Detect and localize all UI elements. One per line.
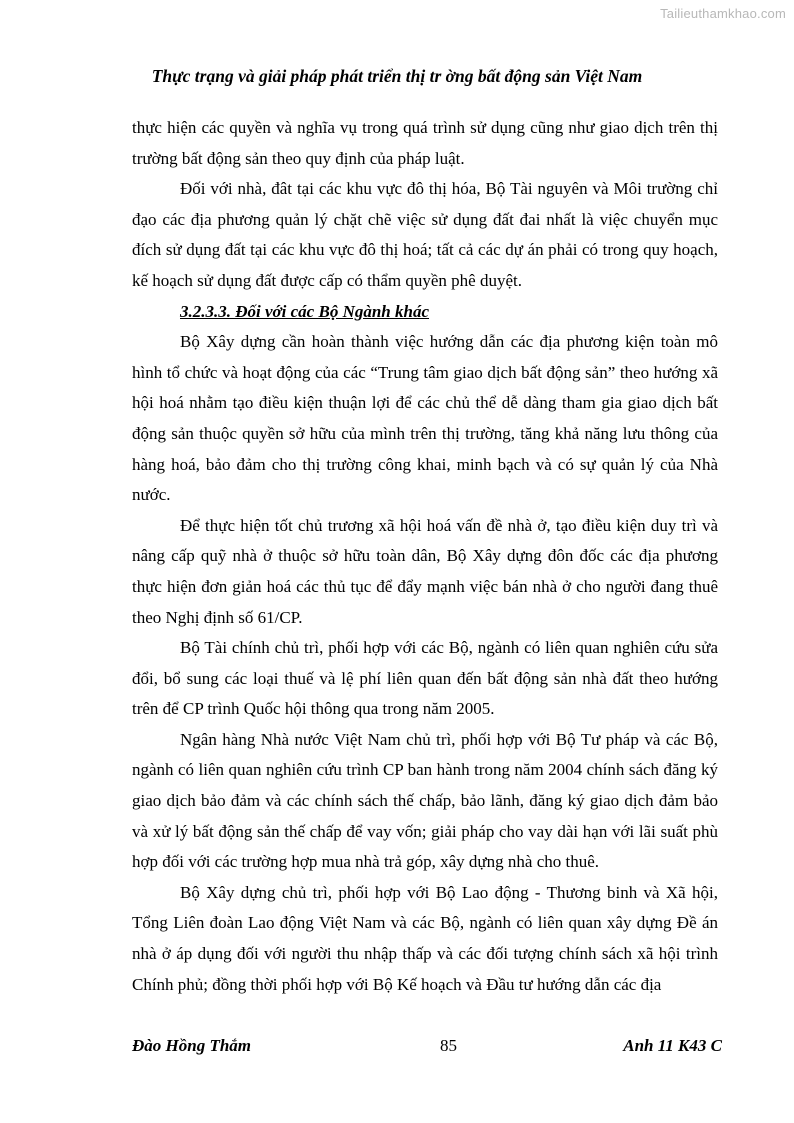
- footer-author: Đào Hồng Thắm: [132, 1036, 252, 1055]
- running-header-title: Thực trạng và giải pháp phát triển thị tr ờng bất động sản Việt Nam: [151, 66, 643, 86]
- paragraph: Để thực hiện tốt chủ trương xã hội hoá vấn đề nhà ở, tạo điều kiện duy trì và nâng cấp quỹ nhà ở thuộc sở hữu toàn dân, Bộ Xây dựng đôn đốc các địa phương thực hiện đơn giản hoá các thủ tục để đẩy mạnh việc bán nhà ở cho người đang thuê theo Nghị định số 61/CP.: [132, 515, 718, 627]
- watermark-text: Tailieuthamkhao.com: [660, 6, 786, 21]
- footer-class-code: Anh 11 K43 C: [623, 1036, 722, 1055]
- paragraph: Bộ Xây dựng cần hoàn thành việc hướng dẫn các địa phương kiện toàn mô hình tổ chức và hoạt động của các “Trung tâm giao dịch bất động sản” theo hướng xã hội hoá nhằm tạo điều kiện thuận lợi để các chủ thể dễ dàng tham gia giao dịch bất động sản thuộc quyền sở hữu của mình trên thị trường, tăng khả năng lưu thông của hàng hoá, bảo đảm cho thị trường công khai, minh bạch và có sự quản lý của Nhà nước.: [132, 332, 718, 505]
- page-body: [132, 113, 718, 1000]
- page-footer: [132, 1036, 722, 1058]
- paragraph: Bộ Xây dựng chủ trì, phối hợp với Bộ Lao động - Thương binh và Xã hội, Tổng Liên đoàn Lao động Việt Nam và các Bộ, ngành có liên quan xây dựng Đề án nhà ở áp dụng đối với người thu nhập thấp và các đối tượng chính sách xã hội trình Chính phủ; đồng thời phối hợp với Bộ Kế hoạch và Đầu tư hướng dẫn các địa: [132, 882, 718, 994]
- paragraph: Ngân hàng Nhà nước Việt Nam chủ trì, phối hợp với Bộ Tư pháp và các Bộ, ngành có liên quan nghiên cứu trình CP ban hành trong năm 2004 chính sách đăng ký giao dịch bảo đảm và các chính sách thế chấp, bảo lãnh, đăng ký giao dịch đảm bảo và xử lý bất động sản thế chấp để vay vốn; giải pháp cho vay dài hạn với lãi suất phù hợp đối với các trường hợp mua nhà trả góp, xây dựng nhà cho thuê.: [132, 729, 718, 872]
- section-heading: 3.2.3.3. Đối với các Bộ Ngành khác: [180, 301, 430, 321]
- paragraph: Bộ Tài chính chủ trì, phối hợp với các Bộ, ngành có liên quan nghiên cứu sửa đổi, bổ sung các loại thuế và lệ phí liên quan đến bất động sản nhà đất theo hướng trên để CP trình Quốc hội thông qua trong năm 2005.: [132, 638, 718, 719]
- page-number: 85: [440, 1036, 457, 1055]
- paragraph-continuation: thực hiện các quyền và nghĩa vụ trong quá trình sử dụng cũng như giao dịch trên thị trường bất động sản theo quy định của pháp luật.: [132, 118, 718, 168]
- paragraph: Đối với nhà, đât tại các khu vực đô thị hóa, Bộ Tài nguyên và Môi trường chỉ đạo các địa phương quản lý chặt chẽ việc sử dụng đất đai nhất là việc chuyển mục đích sử dụng đất tại các khu vực đô thị hoá; tất cả các dự án phải có trong quy hoạch, kế hoạch sử dụng đất được cấp có thẩm quyền phê duyệt.: [132, 179, 718, 290]
